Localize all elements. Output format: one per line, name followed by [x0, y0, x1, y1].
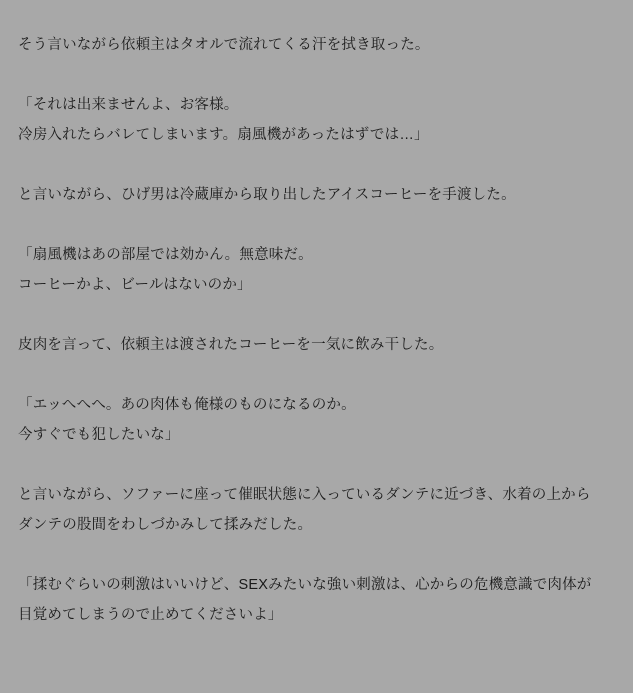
text-line: 今すぐでも犯したいな」	[18, 427, 180, 443]
text-line: そう言いながら依頼主はタオルで流れてくる汗を拭き取った。	[18, 37, 430, 53]
paragraph-7	[18, 480, 615, 540]
text-line: 「扇風機はあの部屋では効かん。無意味だ。	[18, 247, 313, 263]
paragraph-5	[18, 330, 615, 360]
paragraph-6	[18, 390, 615, 450]
paragraph-spacer	[18, 360, 615, 390]
paragraph-spacer	[18, 210, 615, 240]
text-line: 目覚めてしまうので止めてくださいよ」	[18, 607, 283, 623]
paragraph-spacer	[18, 450, 615, 480]
paragraph-spacer	[18, 150, 615, 180]
paragraph-3	[18, 180, 615, 210]
text-line: と言いながら、ひげ男は冷蔵庫から取り出したアイスコーヒーを手渡した。	[18, 187, 516, 203]
text-line: 「エッへへへ。あの肉体も俺様のものになるのか。	[18, 397, 356, 413]
text-line: コーヒーかよ、ビールはないのか」	[18, 277, 252, 293]
paragraph-1	[18, 30, 615, 60]
text-line: 「揉むぐらいの刺激はいいけど、SEXみたいな強い刺激は、心からの危機意識で肉体が	[18, 577, 592, 593]
text-line: ダンテの股間をわしづかみして揉みだした。	[18, 517, 313, 533]
paragraph-4	[18, 240, 615, 300]
paragraph-spacer	[18, 540, 615, 570]
paragraph-2	[18, 90, 615, 150]
paragraph-spacer	[18, 60, 615, 90]
text-line: 冷房入れたらバレてしまいます。扇風機があったはずでは…」	[18, 127, 429, 143]
text-line: と言いながら、ソファーに座って催眠状態に入っているダンテに近づき、水着の上から	[18, 487, 591, 503]
text-line: 「それは出来ませんよ、お客様。	[18, 97, 239, 113]
paragraph-spacer	[18, 300, 615, 330]
paragraph-8	[18, 570, 615, 630]
text-line: 皮肉を言って、依頼主は渡されたコーヒーを一気に飲み干した。	[18, 337, 444, 353]
